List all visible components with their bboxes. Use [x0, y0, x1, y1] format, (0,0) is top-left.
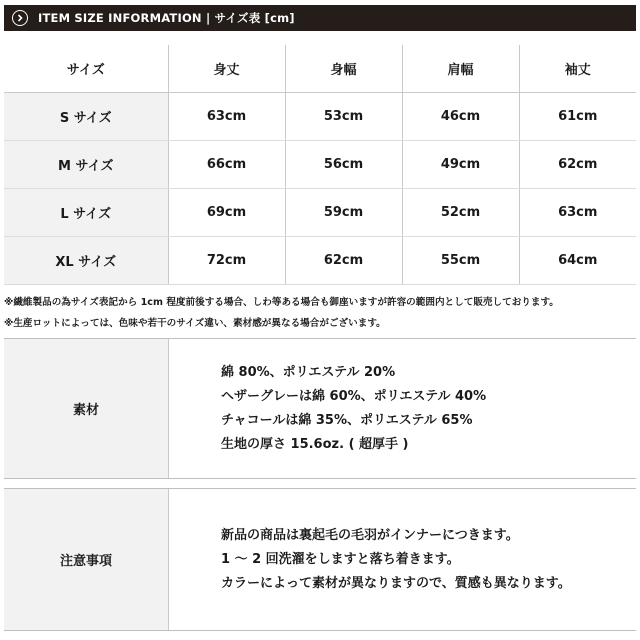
size-label: L サイズ: [4, 189, 168, 237]
table-cell: 63cm: [168, 93, 285, 141]
material-label: 素材: [4, 339, 169, 478]
size-label: S サイズ: [4, 93, 168, 141]
size-notes: [4, 292, 640, 334]
table-cell: 64cm: [519, 237, 636, 285]
table-cell: 53cm: [285, 93, 402, 141]
divider: [4, 630, 636, 631]
material-line: チャコールは綿 35%、ポリエステル 65%: [221, 412, 473, 428]
table-header-row: [4, 45, 636, 93]
column-header: 身幅: [285, 45, 402, 93]
material-line: ヘザーグレーは綿 60%、ポリエステル 40%: [221, 388, 487, 404]
table-cell: 63cm: [519, 189, 636, 237]
table-cell: 69cm: [168, 189, 285, 237]
size-label: XL サイズ: [4, 237, 168, 285]
table-cell: 55cm: [402, 237, 519, 285]
material-line: 生地の厚さ 15.6oz. ( 超厚手 ): [221, 436, 409, 452]
material-line: 綿 80%、ポリエステル 20%: [221, 364, 396, 380]
caution-line: 新品の商品は裏起毛の毛羽がインナーにつきます。: [221, 527, 519, 543]
caution-line: 1 ～ 2 回洗濯をしますと落ち着きます。: [221, 551, 460, 567]
table-row: [4, 237, 636, 285]
caution-label: 注意事項: [4, 489, 169, 630]
size-label: M サイズ: [4, 141, 168, 189]
note-line: ※繊維製品の為サイズ表記から 1cm 程度前後する場合、しわ等ある場合も御座いますが許容の範囲内として販売しております。: [4, 297, 559, 308]
section-header: [4, 5, 636, 31]
table-cell: 61cm: [519, 93, 636, 141]
divider: [4, 478, 636, 479]
caution-section: [4, 489, 636, 630]
table-cell: 59cm: [285, 189, 402, 237]
caution-line: カラーによって素材が異なりますので、質感も異なります。: [221, 575, 571, 591]
column-header: サイズ: [4, 45, 168, 93]
table-row: [4, 93, 636, 141]
column-header: 肩幅: [402, 45, 519, 93]
chevron-right-circle-icon: [12, 10, 28, 26]
table-cell: 52cm: [402, 189, 519, 237]
table-cell: 46cm: [402, 93, 519, 141]
table-row: [4, 141, 636, 189]
section-title: ITEM SIZE INFORMATION | サイズ表 [cm]: [38, 11, 295, 25]
table-cell: 62cm: [519, 141, 636, 189]
table-cell: 72cm: [168, 237, 285, 285]
table-row: [4, 189, 636, 237]
column-header: 身丈: [168, 45, 285, 93]
size-table: [4, 45, 636, 285]
table-cell: 56cm: [285, 141, 402, 189]
table-cell: 49cm: [402, 141, 519, 189]
table-cell: 66cm: [168, 141, 285, 189]
material-details: [169, 339, 636, 478]
column-header: 袖丈: [519, 45, 636, 93]
caution-details: [169, 489, 636, 630]
material-section: [4, 339, 636, 478]
table-cell: 62cm: [285, 237, 402, 285]
note-line: ※生産ロットによっては、色味や若干のサイズ違い、素材感が異なる場合がございます。: [4, 318, 386, 329]
